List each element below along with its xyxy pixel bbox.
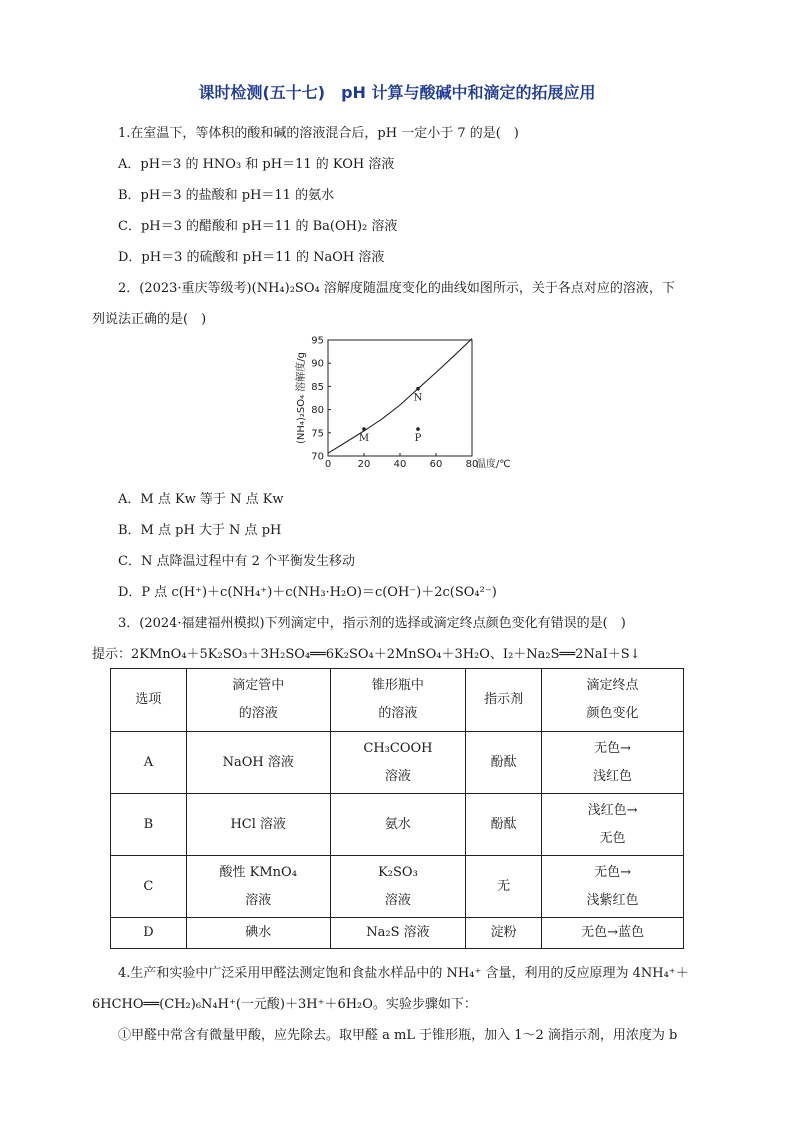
q1-option-b: B．pH＝3 的盐酸和 pH＝11 的氨水 bbox=[118, 188, 335, 203]
header-text: 滴定管中 bbox=[232, 678, 285, 693]
cell-text: 浅红色→ bbox=[587, 802, 638, 818]
cell-endpoint bbox=[542, 856, 684, 918]
header-text: 的溶液 bbox=[378, 706, 418, 721]
table-header-row bbox=[111, 669, 684, 732]
cell-endpoint bbox=[542, 794, 684, 856]
x-tick-label: 0 bbox=[324, 459, 332, 470]
x-tick-label: 80 bbox=[465, 459, 479, 470]
cell-text: 溶液 bbox=[245, 892, 272, 908]
point-n bbox=[416, 387, 420, 391]
y-tick-label: 95 bbox=[311, 335, 324, 347]
cell-indicator: 酚酞 bbox=[466, 732, 542, 794]
cell-indicator: 无 bbox=[466, 856, 542, 918]
header-text: 指示剂 bbox=[484, 692, 524, 707]
cell-option: A bbox=[111, 732, 187, 794]
q4-line3: ①甲醛中常含有微量甲酸，应先除去。取甲醛 a mL 于锥形瓶，加入 1～2 滴指示剂，用浓度为 b bbox=[118, 1028, 678, 1043]
header-indicator bbox=[466, 669, 542, 732]
q1-option-d: D．pH＝3 的硫酸和 pH＝11 的 NaOH 溶液 bbox=[118, 250, 385, 265]
q1-option-c: C．pH＝3 的醋酸和 pH＝11 的 Ba(OH)₂ 溶液 bbox=[118, 219, 398, 234]
point-label-p: P bbox=[414, 433, 422, 445]
x-axis-label: 温度/℃ bbox=[476, 459, 511, 470]
y-tick-label: 75 bbox=[311, 428, 324, 440]
cell-endpoint bbox=[542, 732, 684, 794]
header-option bbox=[111, 669, 187, 732]
cell-tube: HCl 溶液 bbox=[186, 794, 330, 856]
q3-hint: 提示：2KMnO₄＋5K₂SO₃＋3H₂SO₄══6K₂SO₄＋2MnSO₄＋3H₂O、I₂＋Na₂S══2NaI＋S↓ bbox=[92, 647, 641, 662]
plot-frame bbox=[328, 340, 472, 456]
header-endpoint bbox=[542, 669, 684, 732]
cell-text: 溶液 bbox=[384, 892, 411, 908]
point-p bbox=[416, 427, 420, 431]
titration-table bbox=[110, 668, 684, 949]
cell-endpoint: 无色→蓝色 bbox=[542, 918, 684, 949]
header-text: 颜色变化 bbox=[586, 706, 639, 721]
y-tick-label: 80 bbox=[311, 405, 324, 417]
x-tick-label: 20 bbox=[357, 459, 371, 470]
q2-option-b: B．M 点 pH 大于 N 点 pH bbox=[118, 523, 282, 538]
cell-text: 无色 bbox=[599, 830, 626, 846]
cell-option: D bbox=[111, 918, 187, 949]
q2-stem-line1: 2．(2023·重庆等级考)(NH₄)₂SO₄ 溶解度随温度变化的曲线如图所示，关于各点对应的溶液，下 bbox=[118, 281, 675, 296]
cell-flask bbox=[330, 856, 466, 918]
cell-tube: NaOH 溶液 bbox=[186, 732, 330, 794]
cell-text: 无色→ bbox=[594, 864, 631, 880]
header-tube bbox=[186, 669, 330, 732]
solubility-curve bbox=[328, 339, 472, 454]
y-tick-label: 70 bbox=[311, 451, 324, 463]
cell-text: 酸性 KMnO₄ bbox=[219, 864, 297, 880]
cell-text: 溶液 bbox=[384, 768, 411, 784]
x-tick-label: 60 bbox=[429, 459, 443, 470]
header-text: 选项 bbox=[135, 692, 162, 707]
cell-indicator: 淀粉 bbox=[466, 918, 542, 949]
q1-option-a: A．pH＝3 的 HNO₃ 和 pH＝11 的 KOH 溶液 bbox=[118, 157, 395, 172]
q2-option-d: D．P 点 c(H⁺)＋c(NH₄⁺)＋c(NH₃·H₂O)＝c(OH⁻)＋2c(SO₄²⁻) bbox=[118, 585, 497, 600]
header-text: 滴定终点 bbox=[586, 678, 639, 693]
table-row bbox=[111, 732, 684, 794]
header-flask bbox=[330, 669, 466, 732]
point-label-m: M bbox=[358, 433, 370, 445]
table-row bbox=[111, 794, 684, 856]
cell-text: K₂SO₃ bbox=[378, 864, 418, 880]
header-text: 的溶液 bbox=[238, 706, 278, 721]
cell-indicator: 酚酞 bbox=[466, 794, 542, 856]
q4-line2: 6HCHO══(CH₂)₆N₄H⁺(一元酸)＋3H⁺＋6H₂O。实验步骤如下： bbox=[92, 997, 477, 1012]
y-tick-label: 90 bbox=[311, 358, 324, 370]
cell-option: B bbox=[111, 794, 187, 856]
cell-tube bbox=[186, 856, 330, 918]
q1-stem: 1.在室温下，等体积的酸和碱的溶液混合后，pH 一定小于 7 的是( ) bbox=[118, 126, 519, 141]
cell-option: C bbox=[111, 856, 187, 918]
cell-text: 浅紫红色 bbox=[586, 892, 639, 908]
page-title: 课时检测(五十七) pH 计算与酸碱中和滴定的拓展应用 bbox=[198, 83, 596, 102]
cell-text: 浅红色 bbox=[593, 768, 633, 784]
y-tick-label: 85 bbox=[311, 381, 324, 393]
table-row bbox=[111, 856, 684, 918]
q2-stem-line2: 列说法正确的是( ) bbox=[92, 312, 207, 327]
cell-flask: 氨水 bbox=[330, 794, 466, 856]
x-tick-label: 40 bbox=[393, 459, 407, 470]
table-row bbox=[111, 918, 684, 949]
point-label-n: N bbox=[413, 392, 423, 404]
header-text: 锥形瓶中 bbox=[371, 678, 424, 693]
q2-option-c: C．N 点降温过程中有 2 个平衡发生移动 bbox=[118, 554, 355, 569]
q2-option-a: A．M 点 Kw 等于 N 点 Kw bbox=[118, 492, 284, 507]
cell-text: CH₃COOH bbox=[363, 740, 433, 756]
point-m bbox=[362, 427, 366, 431]
cell-flask bbox=[330, 732, 466, 794]
cell-flask: Na₂S 溶液 bbox=[330, 918, 466, 949]
cell-text: 无色→ bbox=[594, 740, 631, 756]
y-axis-label: (NH₄)₂SO₄ 溶解度/g bbox=[296, 352, 307, 444]
cell-tube: 碘水 bbox=[186, 918, 330, 949]
q3-stem: 3．(2024·福建福州模拟)下列滴定中，指示剂的选择或滴定终点颜色变化有错误的是( ) bbox=[118, 616, 626, 631]
solubility-chart bbox=[290, 330, 530, 480]
q4-line1: 4.生产和实验中广泛采用甲醛法测定饱和食盐水样品中的 NH₄⁺ 含量，利用的反应原理为 4NH₄⁺＋ bbox=[118, 966, 689, 981]
